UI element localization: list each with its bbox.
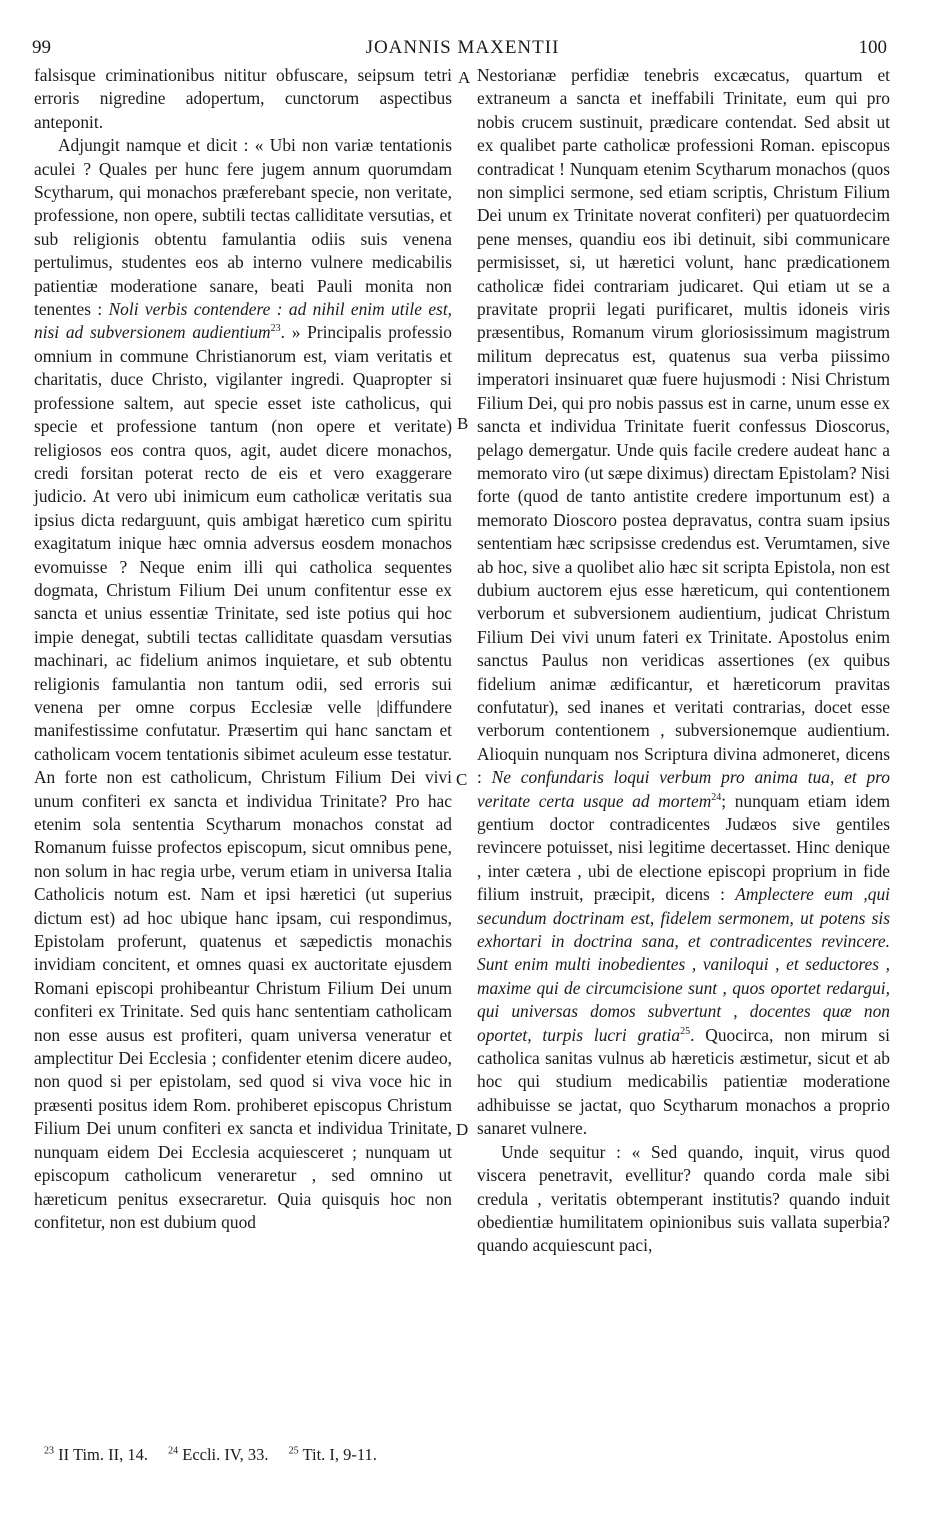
- right-p1-quote-2: Amplectere eum ,qui secundum doctrinam est, fidelem sermonem, ut potens sis exhortari in doctrina sana, et contradicentes revincere. Sunt enim multi inobedientes , vaniloqui , et seductores , maxime qui de circumcisione sunt , quos oportet redargui, qui universas domos subvertunt , docentes quæ non oportet, turpis lucri gratia: [477, 884, 890, 1045]
- footnote-23-number: 23: [44, 1445, 54, 1457]
- left-p2-footnote-ref: 23: [270, 323, 281, 335]
- right-p1-start: Nestorianæ perfidiæ tenebris excæcatus, quartum et extraneum a sancta et ineffabili Trinitate, eum qui pro nobis crucem sustinuit, prædicare contendat. Sed absit ut ex qualibet parte catholicæ professioni Roman. episcopus contradicat ! Nunquam etenim Scytharum monachos (quos non simplici sermone, sed etiam scriptis, Christum Filium Dei unum ex Trinitate noverat confiteri) per quatuordecim pene menses, quandiu eos ibi detinuit, sibi communicare permisisset, si, ut hæretici volunt, hanc prædicationem catholicæ fidei contrariam judicaret. Qui etiam ut se a pravitate proprii legati purificaret, multis idoneis viris præsentibus, Romanum virum gloriosissimum magistrum militum deprecatus est, quatenus sua verba piissimo imperatori insinuaret quæ fuere hujusmodi : Nisi Christum Filium Dei, qui pro nobis passus est in carne, unum esse ex sancta et individua Trinitate fuerit confessus Dioscorus, pelago demergatur. Unde quis facile credere audeat hanc a memorato viro (ut sæpe diximus) directam Epistolam? Nisi forte (quod de tanto antistite credere importunum est) a memorato Dioscoro postea depravatus, contra suam ipsius sententiam hæc scripsisse credendus est. Verumtamen, sive ab hoc, sive a quolibet alio hæc sit scripta Epistola, non est dubium auctorem ejus esse hæreticum, qui contentionem verborum et subversionem audientium, judicat Christum Filium Dei vivi unum fateri ex Trinitate. Apostolus enim sanctus Paulus non veridicas assertiones (ex quibus fidelium animæ ædificantur, et hæreticorum pravitas confutatur), sed inanes et veritati contrarias, docet esse verborum contentionem , subversionemque audientium. Alioquin nunquam nos Scriptura divina admoneret, dicens :: [477, 65, 890, 788]
- footnote-23-text: II Tim. II, 14.: [58, 1445, 148, 1464]
- footnotes: [44, 1444, 884, 1466]
- right-p2-text: Unde sequitur : « Sed quando, inquit, virus quod viscera penetravit, evellitur? quando corda male sibi credula , veritatis obtemperant institutis? quando induit obedientiæ humilitatem opinionibus suis vallata superbia? quando acquiescunt paci,: [477, 1141, 890, 1256]
- right-p1-quote-1: Ne confundaris loqui verbum pro anima tua, et pro veritate certa usque ad mortem: [477, 767, 890, 811]
- left-paragraph-1: [34, 64, 452, 134]
- footnote-24-text: Eccli. IV, 33.: [182, 1445, 269, 1464]
- footnote-25-number: 25: [288, 1445, 299, 1457]
- running-title: JOANNIS MAXENTII: [365, 37, 560, 58]
- margin-marker-d: D: [456, 1120, 469, 1139]
- footnote-24-number: 24: [168, 1445, 179, 1457]
- margin-marker-b: B: [457, 414, 469, 433]
- left-p1-text: falsisque criminationibus nititur obfuscare, seipsum tetri erroris nigredine adopertum, cunctorum aspectibus anteponit.: [34, 65, 452, 132]
- footnote-25: [289, 1445, 377, 1464]
- page-number-left: 99: [32, 37, 51, 58]
- right-p1-footnote-ref-24: 24: [711, 791, 722, 803]
- right-p1-mid: ; nunquam etiam idem gentium doctor contradicentes Judæos sive gentiles revincere potuisset, nisi legitime decertasset. Hinc denique , inter cætera , ubi de electione episcopi proprium in fide filium instruit, præcipit, dicens :: [477, 790, 890, 905]
- left-p2-rest: . » Principalis professio omnium in commune Christianorum est, viam veritatis et charitatis, duce Christo, vigilanter ingredi. Quapropter si professione saltem, aut specie esset iste catholicus, qui specie et professione tantum (non opere et veritate) religiosos eos contra quos, agit, audet dicere monachos, credi forsitan poterat recto de eis et vero exaggerare judicio. At vero ubi inimicum eum catholicæ veritatis sua ipsius dicta redarguunt, quis ambigat hæretico cum spiritu exagitatum inique hæc omnia adversus eosdem monachos evomuisse ? Neque enim illi qui catholica sequentes dogmata, Christum Filium Dei unum confitentur esse ex sancta et unius essentiæ Trinitate, sed iste potius qui hoc impie denegat, subtili tectas calliditate quasdam versutias machinari, ac fidelium animos inquietare, et sub obtentu religionis famulantia non tantum odii, sed erroris sui venena per omne corpus Ecclesiæ velle |diffundere manifestissime confutatur. Præsertim qui hanc sanctam et catholicam vocem tentationis sibimet aculeum esse testatur. An forte non est catholicum, Christum Filium Dei vivi unum confiteri ex sancta et individua Trinitate? Pro hac etenim sola sententia Scytharum monachos constat ad Romanum fuisse profectos episcopum, sicut omnibus pene, non solum in hac regia urbe, verum etiam in universa Italia Catholicis notum est. Nam et ipsi hæretici (ut superius dictum est) ad hoc ubique hanc ipsam, cui respondimus, Epistolam proferunt, quatenus et sæpedictis monachis invidiam concitent, et omnes quasi ex auctoritate ejusdem Romani episcopi prohibeantur Christum Filium Dei unum confiteri ex Trinitate. Sed quis hanc sententiam catholicam non esse ausus est profiteri, quam universa veneratur et amplectitur Dei Ecclesia ; confidenter etenim dicere audeo, non quod si per epistolam, sed quod si viva voce hic in præsenti positus idem Rom. prohiberet episcopus Christum Filium Dei unum confiteri ex sancta et individua Trinitate, nunquam eidem Dei Ecclesia acquiesceret ; nunquam ut episcopum catholicum veneraretur , sed omnino ut hæreticum penitus exsecraretur. Quia quisquis hoc non confitetur, non est dubium quod: [34, 322, 452, 1232]
- footnote-24: [168, 1445, 268, 1464]
- left-p2-quote: Noli verbis contendere : ad nihil enim utile est, nisi ad subversionem audientium: [34, 299, 452, 343]
- right-p1-footnote-ref-25: 25: [680, 1025, 691, 1037]
- left-paragraph-2: [34, 134, 452, 1234]
- left-column: [34, 64, 452, 1234]
- footnote-23: [44, 1445, 148, 1464]
- right-p1-end: . Quocirca, non mirum si catholica sanitas vulnus ab hæreticis æstimetur, sicut et ab hoc qui studium medicabilis patientiæ moderatione adhibuisse se jactat, quo Scytharum monachos a proprio sanaret vulnere.: [477, 1024, 890, 1139]
- right-column: [477, 64, 890, 1258]
- margin-marker-c: C: [456, 770, 468, 789]
- margin-marker-a: A: [458, 68, 471, 87]
- right-paragraph-1: [477, 64, 890, 1141]
- footnote-25-text: Tit. I, 9-11.: [302, 1445, 377, 1464]
- right-paragraph-2: [477, 1141, 890, 1258]
- left-p2-start: Adjungit namque et dicit : « Ubi non variæ tentationis aculei ? Quales per hunc fere jugem annum quorumdam Scytharum, qui monachos præferebant specie, non veritate, professione, non opere, subtili tectas calliditate versutias, et sub religionis obtentu famulantia odiis suis venena pertulimus, studentes eos ab interno vulnere medicabilis patientiæ moderatione sanare, beati Pauli monita non tenentes :: [34, 135, 452, 320]
- page-number-right: 100: [858, 37, 887, 58]
